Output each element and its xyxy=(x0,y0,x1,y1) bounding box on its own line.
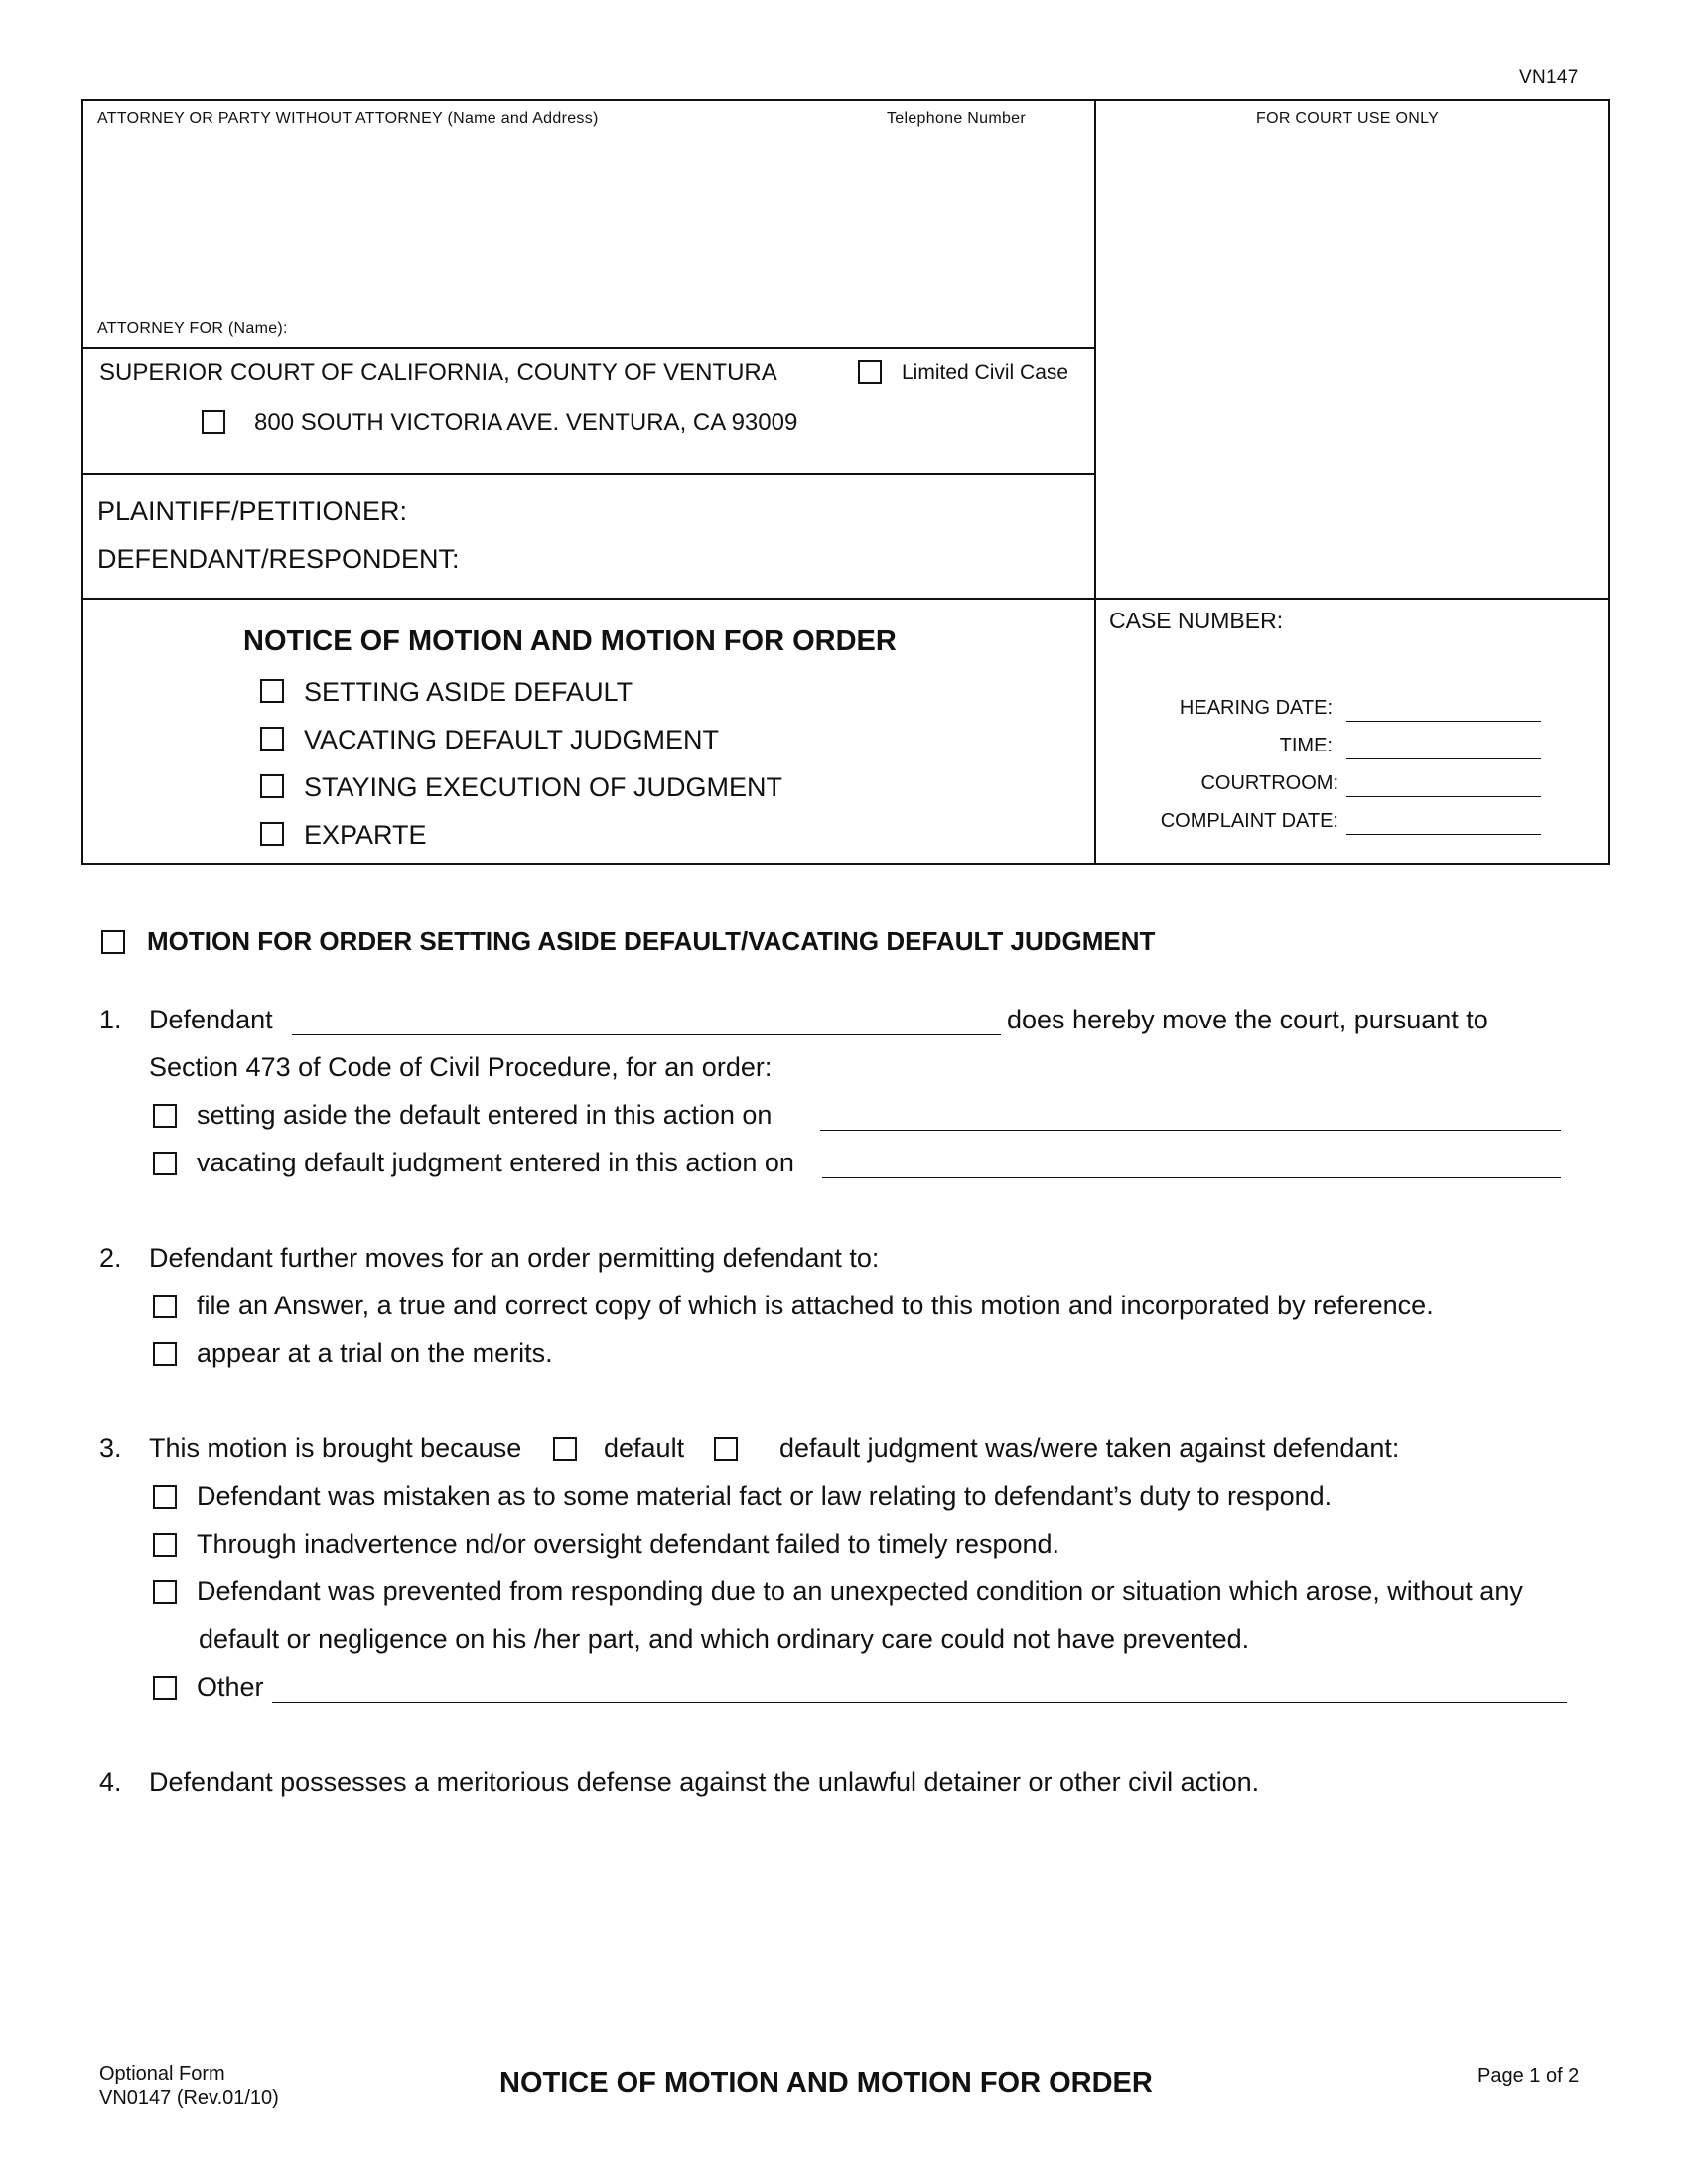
file-answer-checkbox[interactable] xyxy=(153,1295,177,1318)
section-heading: MOTION FOR ORDER SETTING ASIDE DEFAULT/VACATING DEFAULT JUDGMENT xyxy=(147,926,1156,956)
notice-option-label: STAYING EXECUTION OF JUDGMENT xyxy=(304,772,783,802)
address-checkbox[interactable] xyxy=(202,410,225,434)
form-code: VN147 xyxy=(1519,68,1579,88)
item-number: 2. xyxy=(99,1243,122,1273)
mistaken-checkbox[interactable] xyxy=(153,1485,177,1509)
vacate-label: vacating default judgment entered in this action on xyxy=(197,1148,794,1177)
limited-civil-case-checkbox[interactable] xyxy=(858,360,882,384)
vacating-default-judgment-checkbox[interactable] xyxy=(260,727,284,751)
limited-civil-case-label: Limited Civil Case xyxy=(902,361,1069,384)
default-checkbox[interactable] xyxy=(553,1437,577,1461)
other-checkbox[interactable] xyxy=(153,1676,177,1700)
attorney-label: ATTORNEY OR PARTY WITHOUT ATTORNEY (Name and Address) xyxy=(97,110,599,127)
other-label: Other xyxy=(197,1672,264,1702)
set-aside-default-checkbox[interactable] xyxy=(153,1104,177,1128)
item2-text: Defendant further moves for an order permitting defendant to: xyxy=(149,1243,880,1273)
item-number: 3. xyxy=(99,1433,122,1463)
attorney-for-label: ATTORNEY FOR (Name): xyxy=(97,320,288,337)
default-label: default xyxy=(604,1433,685,1463)
other-reason-field[interactable] xyxy=(272,1702,1567,1703)
setting-aside-default-checkbox[interactable] xyxy=(260,679,284,703)
appear-trial-label: appear at a trial on the merits. xyxy=(197,1338,553,1368)
prevented-label-line1: Defendant was prevented from responding due to an unexpected condition or situation which arose, without any xyxy=(197,1576,1523,1606)
notice-option-label: VACATING DEFAULT JUDGMENT xyxy=(304,725,720,754)
inadvertence-label: Through inadvertence nd/or oversight defendant failed to timely respond. xyxy=(197,1529,1060,1559)
exparte-checkbox[interactable] xyxy=(260,822,284,846)
footer-title: NOTICE OF MOTION AND MOTION FOR ORDER xyxy=(499,2067,1153,2099)
attorney-name-address-field[interactable] xyxy=(97,139,1080,313)
item1-section-text: Section 473 of Code of Civil Procedure, for an order: xyxy=(149,1052,773,1082)
item-number: 4. xyxy=(99,1767,122,1797)
defendant-name-field[interactable] xyxy=(292,1034,1001,1035)
complaint-date-label: COMPLAINT DATE: xyxy=(1160,810,1338,832)
notice-title: NOTICE OF MOTION AND MOTION FOR ORDER xyxy=(243,625,897,657)
default-judgment-checkbox[interactable] xyxy=(714,1437,738,1461)
footer-optional-form: Optional Form xyxy=(99,2063,225,2085)
motion-heading-checkbox[interactable] xyxy=(101,930,125,954)
hearing-date-field[interactable] xyxy=(1346,721,1541,722)
prevented-label-line2: default or negligence on his /her part, and which ordinary care could not have prevented. xyxy=(199,1624,1250,1654)
time-field[interactable] xyxy=(1346,758,1541,759)
item-number: 1. xyxy=(99,1005,122,1034)
judgment-entered-date-field[interactable] xyxy=(822,1177,1561,1178)
inadvertence-checkbox[interactable] xyxy=(153,1533,177,1557)
item1-defendant-label: Defendant xyxy=(149,1005,273,1034)
default-entered-date-field[interactable] xyxy=(820,1130,1561,1131)
complaint-date-field[interactable] xyxy=(1346,834,1541,835)
footer-page-number: Page 1 of 2 xyxy=(1477,2065,1580,2087)
mistaken-label: Defendant was mistaken as to some material fact or law relating to defendant’s duty to respond. xyxy=(197,1481,1333,1511)
court-use-label: FOR COURT USE ONLY xyxy=(1256,110,1440,127)
plaintiff-label: PLAINTIFF/PETITIONER: xyxy=(97,496,408,526)
footer-form-rev: VN0147 (Rev.01/10) xyxy=(99,2087,279,2109)
notice-option-label: EXPARTE xyxy=(304,820,427,850)
telephone-label: Telephone Number xyxy=(887,110,1026,127)
courtroom-field[interactable] xyxy=(1346,796,1541,797)
item3-text-a: This motion is brought because xyxy=(149,1433,522,1463)
notice-option-label: SETTING ASIDE DEFAULT xyxy=(304,677,633,707)
staying-execution-checkbox[interactable] xyxy=(260,774,284,798)
vacate-judgment-checkbox[interactable] xyxy=(153,1152,177,1175)
set-aside-label: setting aside the default entered in this action on xyxy=(197,1100,773,1130)
defendant-label: DEFENDANT/RESPONDENT: xyxy=(97,544,460,574)
courtroom-label: COURTROOM: xyxy=(1200,772,1338,794)
prevented-checkbox[interactable] xyxy=(153,1580,177,1604)
item1-move-text: does hereby move the court, pursuant to xyxy=(1007,1005,1488,1034)
court-name: SUPERIOR COURT OF CALIFORNIA, COUNTY OF VENTURA xyxy=(99,359,777,386)
time-label: TIME: xyxy=(1279,735,1333,756)
hearing-date-label: HEARING DATE: xyxy=(1179,697,1333,719)
case-number-label: CASE NUMBER: xyxy=(1109,608,1284,633)
item3-text-b: default judgment was/were taken against defendant: xyxy=(779,1433,1400,1463)
item4-text: Defendant possesses a meritorious defense against the unlawful detainer or other civil action. xyxy=(149,1767,1260,1797)
court-address: 800 SOUTH VICTORIA AVE. VENTURA, CA 93009 xyxy=(254,409,798,436)
appear-trial-checkbox[interactable] xyxy=(153,1342,177,1366)
file-answer-label: file an Answer, a true and correct copy of which is attached to this motion and incorporated by reference. xyxy=(197,1291,1434,1320)
